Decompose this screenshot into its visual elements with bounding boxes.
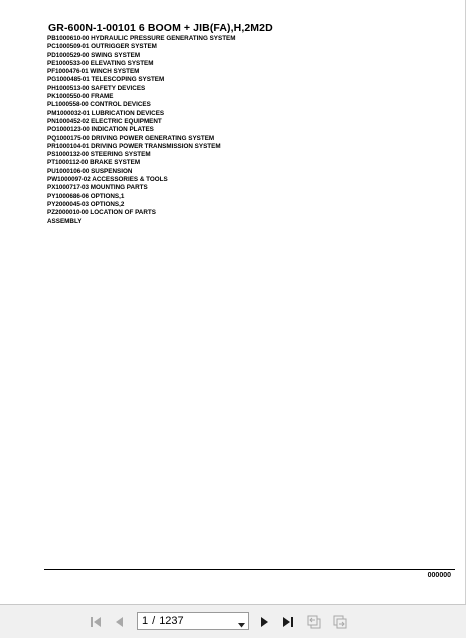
list-item: PT1000112-00 BRAKE SYSTEM	[47, 159, 141, 167]
list-item: PN1000452-02 ELECTRIC EQUIPMENT	[47, 117, 162, 125]
list-item: ASSEMBLY	[47, 217, 82, 225]
list-item: PS1000132-00 STEERING SYSTEM	[47, 151, 151, 159]
last-page-icon	[281, 615, 295, 629]
list-item: PM1000032-01 LUBRICATION DEVICES	[47, 109, 165, 117]
previous-page-button[interactable]	[112, 614, 128, 630]
list-item: PX1000717-03 MOUNTING PARTS	[47, 184, 148, 192]
next-page-icon	[257, 615, 271, 629]
page-separator: /	[152, 615, 156, 627]
list-item: PW1000097-02 ACCESSORIES & TOOLS	[47, 176, 168, 184]
list-item: PY1000686-06 OPTIONS,1	[47, 192, 125, 200]
footer-divider	[44, 569, 455, 570]
last-page-button[interactable]	[280, 614, 296, 630]
list-item: PU1000106-00 SUSPENSION	[47, 167, 133, 175]
list-item: PO1000123-00 INDICATION PLATES	[47, 126, 154, 134]
previous-page-icon	[113, 615, 127, 629]
total-pages: 1237	[159, 615, 184, 627]
back-view-button[interactable]	[306, 614, 322, 630]
parts-list	[47, 35, 236, 226]
chevron-down-icon	[238, 619, 245, 631]
forward-view-button[interactable]	[332, 614, 348, 630]
list-item: PH1000513-00 SAFETY DEVICES	[47, 84, 146, 92]
page-number-select[interactable]	[137, 612, 249, 630]
list-item: PD1000529-00 SWING SYSTEM	[47, 51, 141, 59]
list-item: PE1000533-00 ELEVATING SYSTEM	[47, 59, 154, 67]
list-item: PK1000550-00 FRAME	[47, 93, 114, 101]
back-view-icon	[306, 614, 322, 630]
list-item: PF1000476-01 WINCH SYSTEM	[47, 68, 140, 76]
list-item: PC1000509-01 OUTRIGGER SYSTEM	[47, 43, 157, 51]
list-item: PY2000045-03 OPTIONS,2	[47, 200, 125, 208]
list-item: PR1000104-01 DRIVING POWER TRANSMISSION SYSTEM	[47, 142, 221, 150]
page-code: 000000	[427, 572, 451, 579]
viewer-toolbar	[0, 604, 466, 638]
list-item: PQ1000175-00 DRIVING POWER GENERATING SYSTEM	[47, 134, 215, 142]
list-item: PG1000485-01 TELESCOPING SYSTEM	[47, 76, 165, 84]
forward-view-icon	[332, 614, 348, 630]
list-item: PB1000610-00 HYDRAULIC PRESSURE GENERATING SYSTEM	[47, 35, 236, 42]
current-page-number: 1	[142, 615, 149, 627]
next-page-button[interactable]	[256, 614, 272, 630]
first-page-button[interactable]	[88, 614, 104, 630]
first-page-icon	[89, 615, 103, 629]
list-item: PL1000558-00 CONTROL DEVICES	[47, 101, 151, 109]
list-item: PZ2000010-00 LOCATION OF PARTS	[47, 209, 156, 217]
document-title: GR-600N-1-00101 6 BOOM + JIB(FA),H,2M2D	[48, 22, 273, 34]
